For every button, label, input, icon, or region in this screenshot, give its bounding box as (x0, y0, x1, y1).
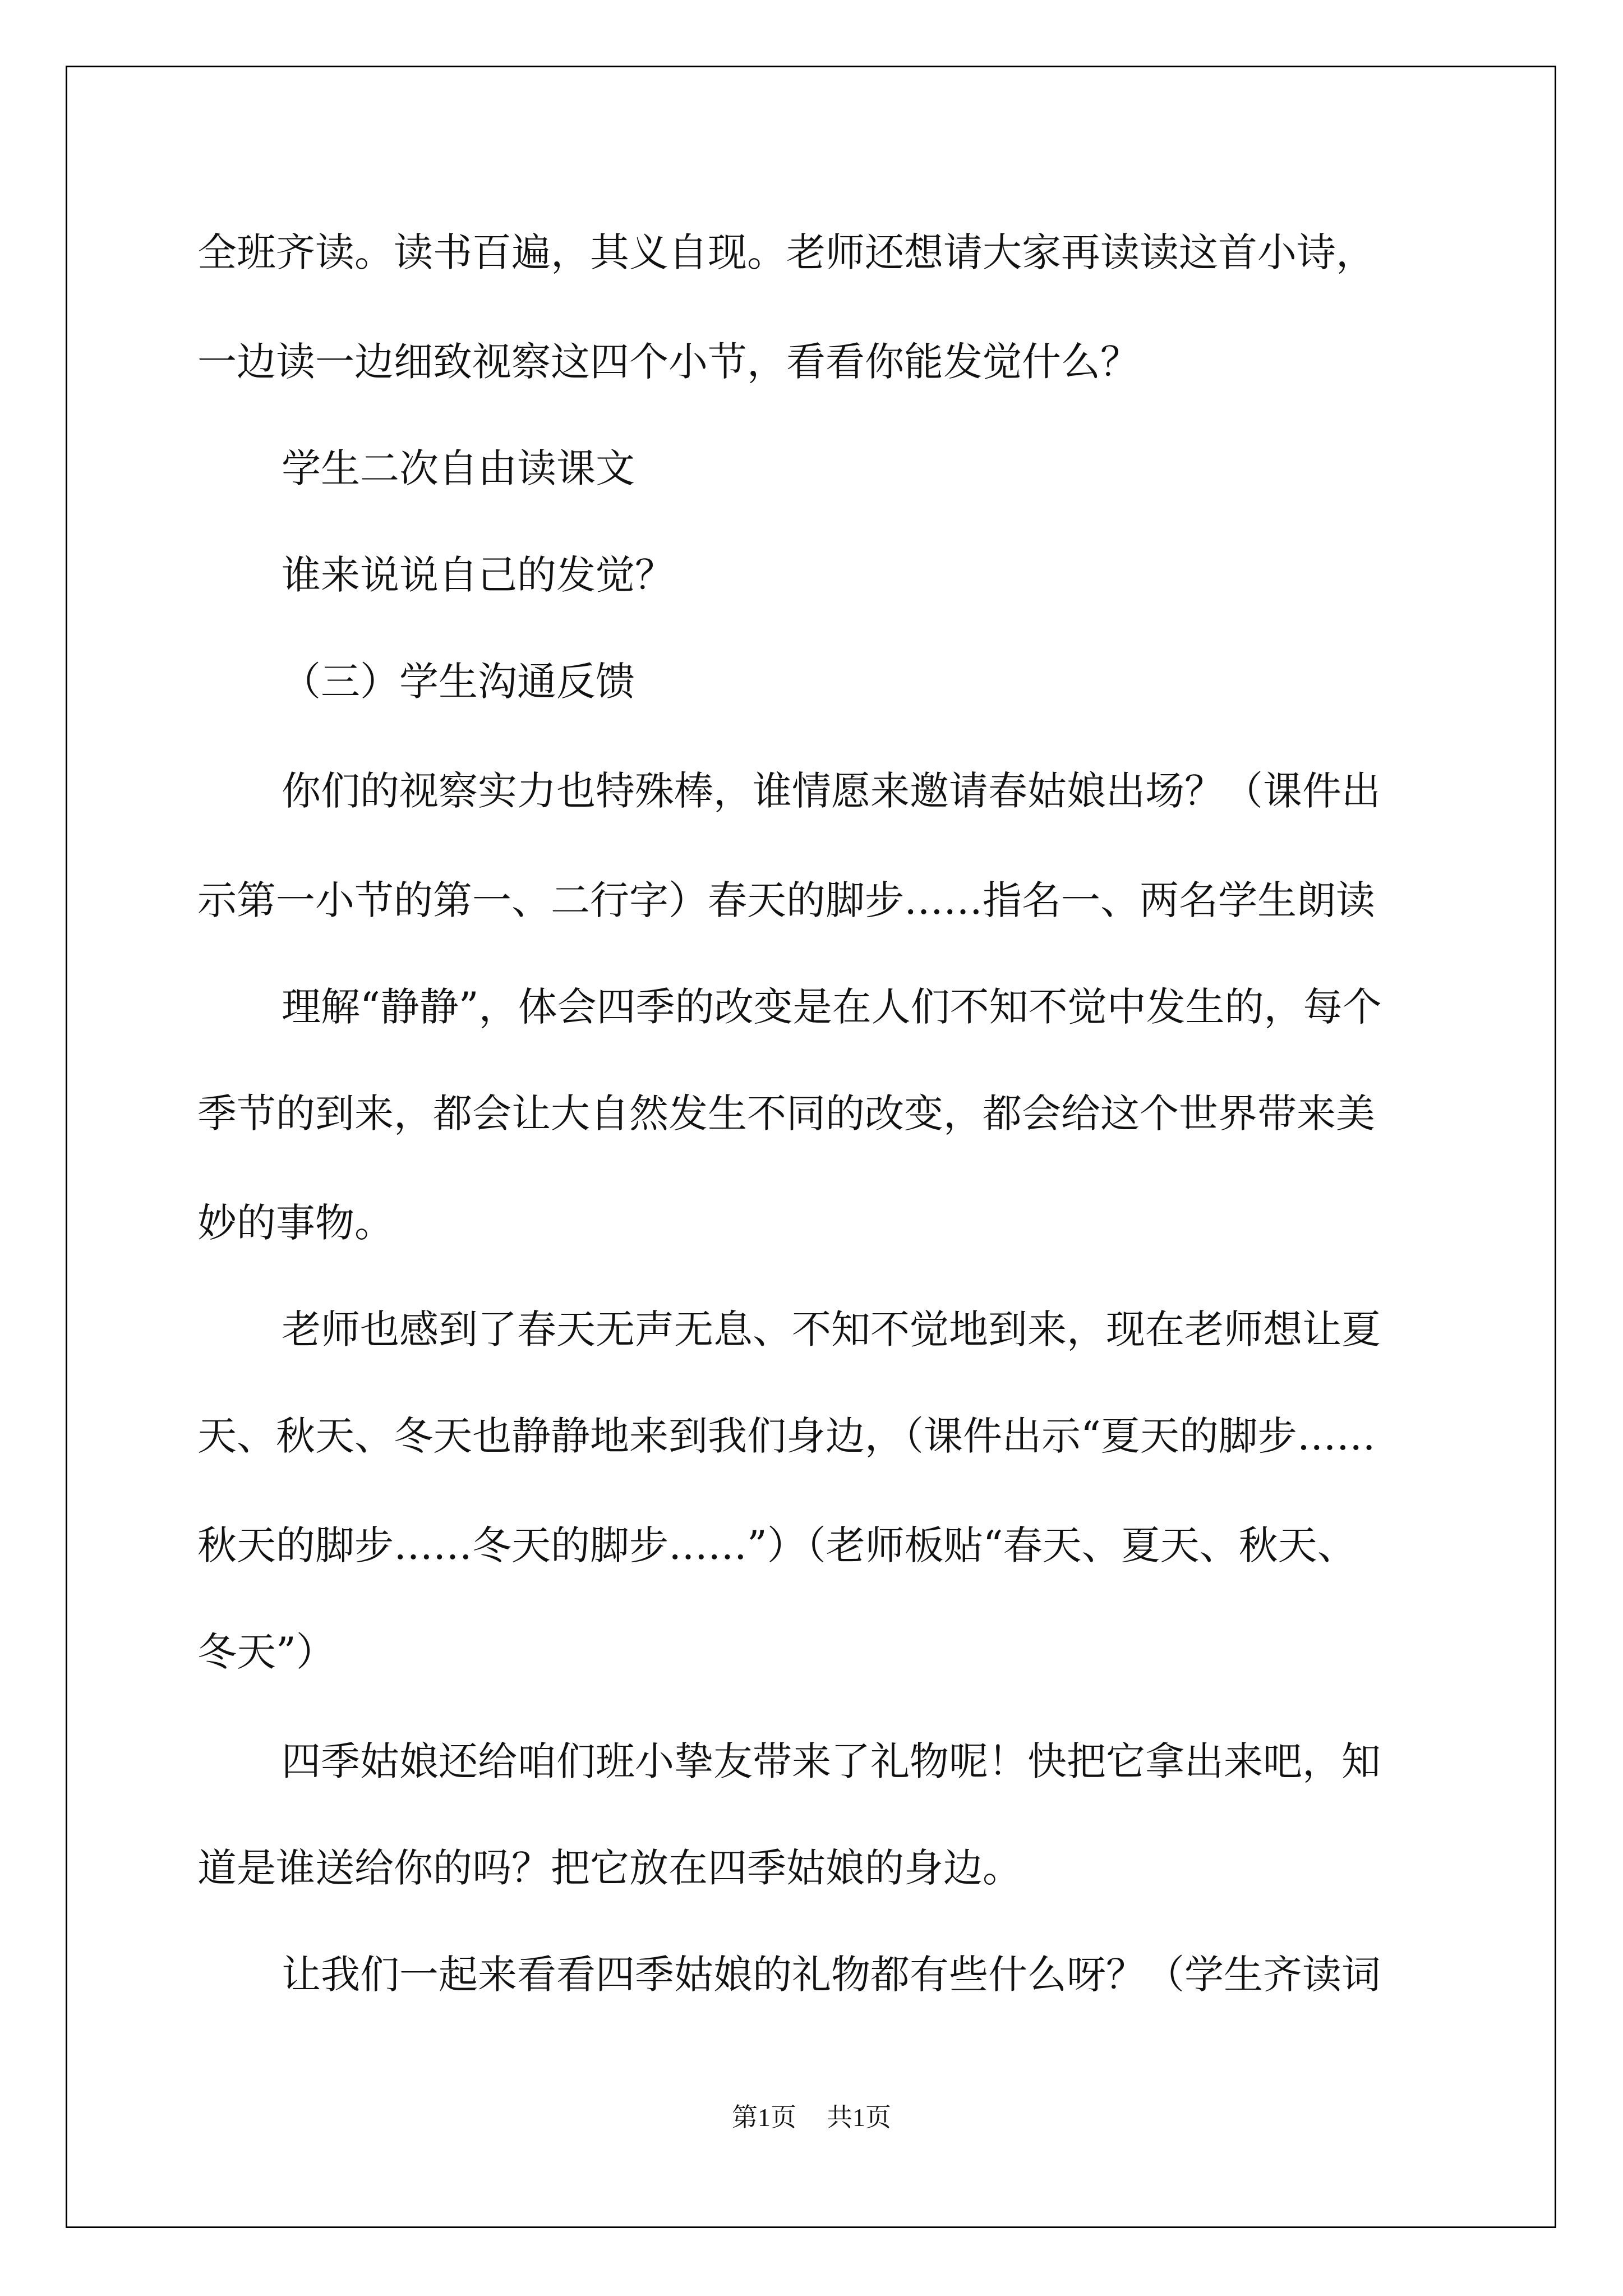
page-footer (0, 2101, 1623, 2134)
text-line-6: 你们的视察实力也特殊棒，谁情愿来邀请春姑娘出场？（课件出 (282, 768, 1381, 814)
text-line-15: 四季姑娘还给咱们班小挚友带来了礼物呢！快把它拿出来吧，知 (282, 1738, 1381, 1784)
text-line-12: 天、秋天、冬天也静静地来到我们身边，（课件出示“夏天的脚步…… (197, 1413, 1376, 1459)
text-line-13: 秋天的脚步……冬天的脚步……”）（老师板贴“春天、夏天、秋天、 (197, 1522, 1357, 1568)
text-line-17: 让我们一起来看看四季姑娘的礼物都有些什么呀？（学生齐读词 (282, 1952, 1381, 1998)
page-number-total: 共1页 (827, 2103, 891, 2132)
page-number-current: 第1页 (732, 2103, 796, 2132)
text-line-1: 全班齐读。读书百遍，其义自现。老师还想请大家再读读这首小诗， (197, 229, 1375, 275)
text-line-3: 学生二次自由读课文 (282, 445, 635, 491)
text-line-4: 谁来说说自己的发觉？ (282, 552, 674, 598)
text-line-10: 妙的事物。 (197, 1200, 394, 1246)
text-line-7: 示第一小节的第一、二行字）春天的脚步……指名一、两名学生朗读 (197, 877, 1375, 923)
text-line-2: 一边读一边细致视察这四个小节，看看你能发觉什么？ (197, 339, 1140, 385)
text-line-14: 冬天”） (197, 1629, 335, 1675)
text-line-8: 理解“静静”，体会四季的改变是在人们不知不觉中发生的，每个 (282, 984, 1382, 1030)
text-line-16: 道是谁送给你的吗？把它放在四季姑娘的身边。 (197, 1845, 1022, 1891)
section-heading: （三）学生沟通反馈 (282, 659, 635, 705)
text-line-11: 老师也感到了春天无声无息、不知不觉地到来，现在老师想让夏 (282, 1306, 1381, 1352)
text-line-9: 季节的到来，都会让大自然发生不同的改变，都会给这个世界带来美 (197, 1091, 1375, 1137)
